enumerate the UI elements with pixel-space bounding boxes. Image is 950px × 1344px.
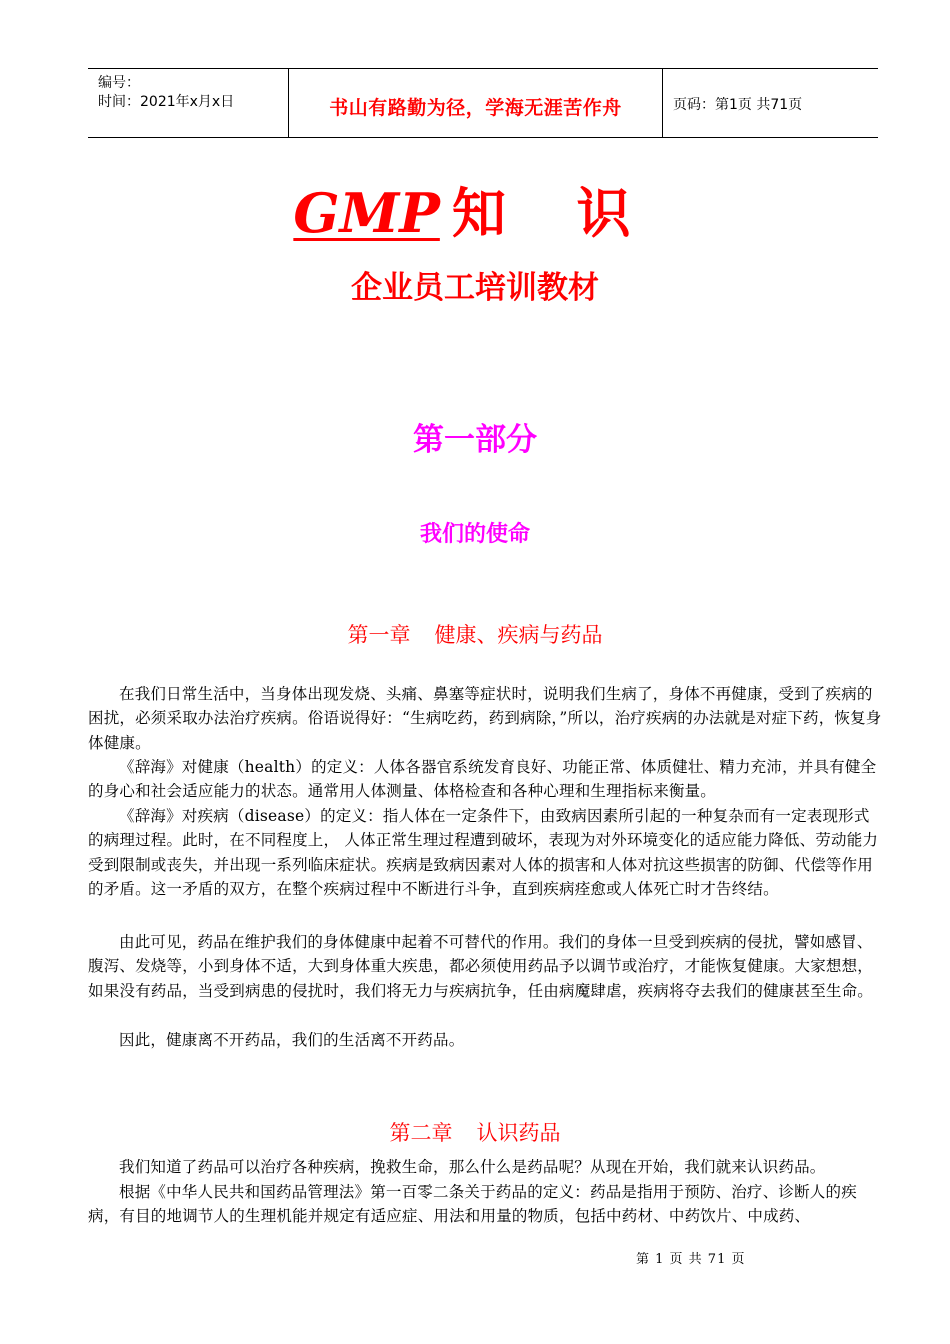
page-info-text: 页码：第1页 共71页 (673, 97, 803, 113)
chapter-1-paragraph: 由此可见，药品在维护我们的身体健康中起着不可替代的作用。我们的身体一旦受到疾病的侵扰，譬如感冒、腹泻、发烧等，小到身体不适，大到身体重大疾患，都必须使用药品予以调节或治疗，才能恢复健康。大家想想，如果没有药品，当受到病患的侵扰时，我们将无力与疾病抗争，任由病魔肆虐，疾病将夺去我们的健康甚至生命。 (88, 933, 874, 1000)
header-info-cell (88, 69, 289, 137)
chapter-1-heading (0, 619, 950, 649)
document-title (0, 178, 950, 248)
chapter-1-name: 健康、疾病与药品 (434, 623, 603, 647)
document-subtitle: 企业员工培训教材 (351, 270, 599, 306)
chapter-2-paragraph: 我们知道了药品可以治疗各种疾病，挽救生命，那么什么是药品呢？从现在开始，我们就来认识药品。 (119, 1158, 826, 1176)
mission-heading: 我们的使命 (419, 521, 530, 547)
page-info-cell (663, 69, 878, 137)
motto-cell (289, 69, 663, 137)
chapter-1-paragraph: 《辞海》对疾病（disease）的定义：指人体在一定条件下，由致病因素所引起的一种复杂而有一定表现形式的病理过程。此时，在不同程度上， 人体正常生理过程遭到破坏，表现为对外环境变化的适应能力降低、劳动能力受到限制或丧失，并出现一系列临床症状。疾病是致病因素对人体的损害和人体对抗这些损害的防御、代偿等作用的矛盾。这一矛盾的双方，在整个疾病过程中不断进行斗争，直到疾病痊愈或人体死亡时才告终结。 (88, 807, 879, 898)
header-table (88, 68, 878, 138)
page-footer: 第 1 页 共 71 页 (636, 1252, 746, 1267)
part-heading: 第一部分 (413, 422, 537, 458)
title-knowledge: 知 识 (451, 181, 657, 245)
chapter-2-name: 认识药品 (476, 1121, 561, 1145)
chapter-1-number: 第一章 (347, 623, 411, 647)
chapter-2-heading (0, 1117, 950, 1147)
motto-text: 书山有路勤为径，学海无涯苦作舟 (329, 97, 622, 119)
number-label: 编号： (98, 75, 140, 91)
chapter-1-paragraph: 因此，健康离不开药品，我们的生活离不开药品。 (119, 1031, 465, 1049)
title-gmp: GMP (293, 181, 440, 245)
chapter-1-paragraph: 《辞海》对健康（health）的定义：人体各器官系统发育良好、功能正常、体质健壮、精力充沛，并具有健全的身心和社会适应能力的状态。通常用人体测量、体格检查和各种心理和生理指标来衡量。 (88, 758, 877, 801)
time-label: 时间：2021年x月x日 (98, 94, 235, 110)
chapter-1-paragraph: 在我们日常生活中，当身体出现发烧、头痛、鼻塞等症状时，说明我们生病了，身体不再健康，受到了疾病的困扰，必须采取办法治疗疾病。俗语说得好：“生病吃药，药到病除，”所以，治疗疾病的办法就是对症下药，恢复身体健康。 (88, 685, 882, 752)
chapter-2-paragraph: 根据《中华人民共和国药品管理法》第一百零二条关于药品的定义：药品是指用于预防、治疗、诊断人的疾病，有目的地调节人的生理机能并规定有适应症、用法和用量的物质，包括中药材、中药饮片、中成药、 (88, 1183, 857, 1226)
chapter-2-number: 第二章 (389, 1121, 453, 1145)
